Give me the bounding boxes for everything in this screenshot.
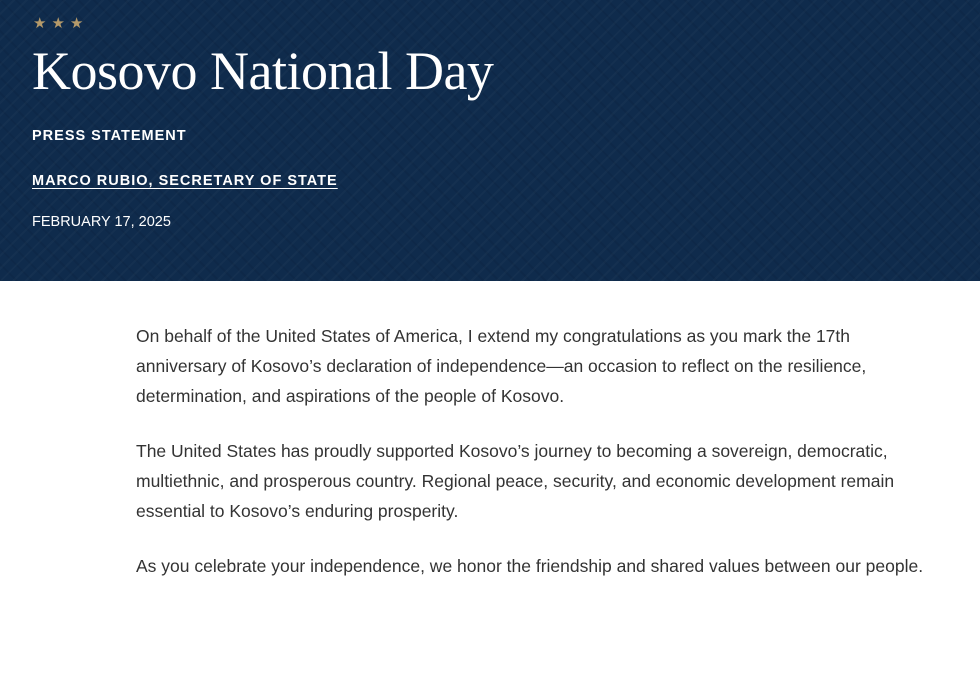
author-link[interactable]: MARCO RUBIO, SECRETARY OF STATE <box>32 173 338 189</box>
star-icon: ★ <box>33 14 52 32</box>
article-paragraph: On behalf of the United States of America, I extend my congratulations as you mark the 17th anniversary of Kosovo’s declaration of independence—an occasion to reflect on the resilience, determination, and aspirations of the people of Kosovo. <box>136 326 867 406</box>
publish-date: FEBRUARY 17, 2025 <box>32 214 171 230</box>
page-title: Kosovo National Day <box>32 41 494 101</box>
star-icon: ★ <box>51 14 70 32</box>
statement-type-label: PRESS STATEMENT <box>32 128 187 144</box>
article-body <box>136 321 936 606</box>
article-paragraph: The United States has proudly supported Kosovo’s journey to becoming a sovereign, democratic, multiethnic, and prosperous country. Regional peace, security, and economic development remain essential to Kosovo’s enduring prosperity. <box>136 441 895 521</box>
star-icon: ★ <box>69 14 89 32</box>
hero-banner <box>0 0 980 281</box>
article-paragraph: As you celebrate your independence, we honor the friendship and shared values between our people. <box>136 556 924 576</box>
stars-decoration <box>33 13 88 33</box>
